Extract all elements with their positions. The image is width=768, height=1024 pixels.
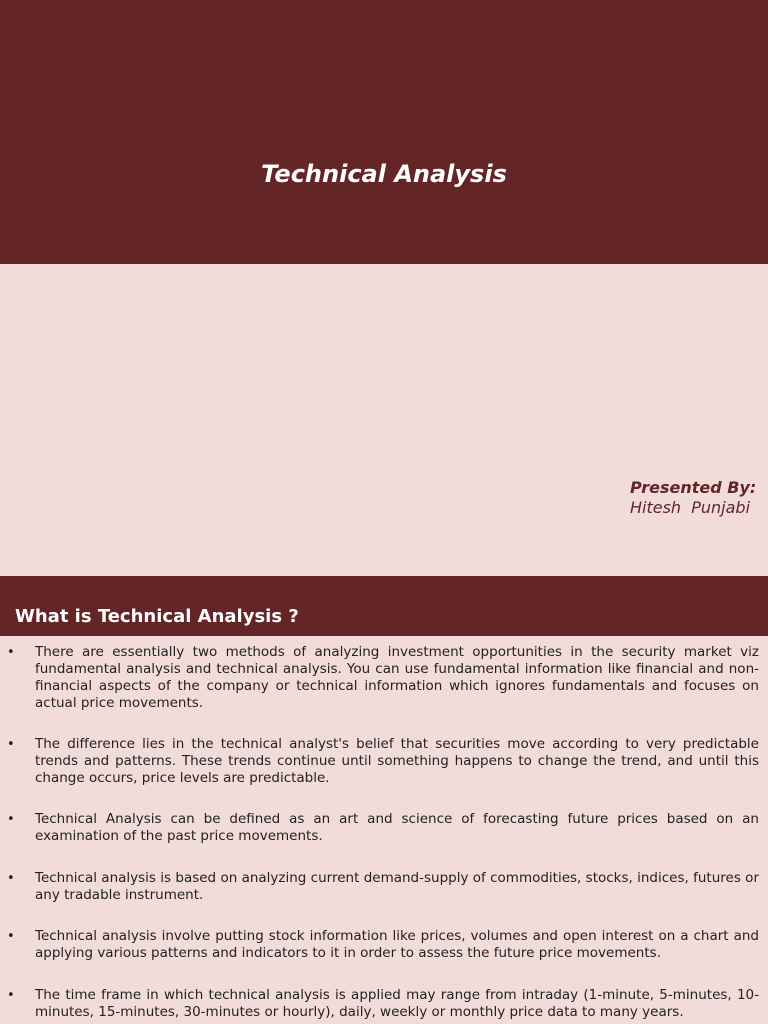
bullet-icon: • <box>7 645 15 660</box>
presenter-heading: Presented By: <box>630 478 757 497</box>
slide-title: Technical Analysis <box>261 160 507 188</box>
presenter-name: Hitesh Punjabi <box>630 498 751 517</box>
content-slide-title: What is Technical Analysis ? <box>15 606 299 627</box>
title-slide-header <box>0 0 768 264</box>
bullet-text: There are essentially two methods of analyzing investment opportunities in the security market viz fundamental analysis and technical analysis. You can use fundamental information like financial and non-financial aspects of the company or technical information which ignores fundamentals and focuses on actual price movements. <box>35 644 759 711</box>
bullet-icon: • <box>7 812 15 827</box>
bullet-icon: • <box>7 737 15 752</box>
bullet-icon: • <box>7 988 15 1003</box>
bullet-text: Technical analysis is based on analyzing current demand-supply of commodities, stocks, indices, futures or any tradable instrument. <box>35 870 759 903</box>
bullet-text: Technical analysis involve putting stock information like prices, volumes and open interest on a chart and applying various patterns and indicators to it in order to assess the future price movements. <box>35 928 759 961</box>
bullet-text: Technical Analysis can be defined as an art and science of forecasting future prices based on an examination of the past price movements. <box>35 811 759 844</box>
bullet-text: The time frame in which technical analysis is applied may range from intraday (1-minute, 5-minutes, 10-minutes, 15-minutes, 30-minutes or hourly), daily, weekly or monthly price data to many years. <box>35 987 759 1020</box>
bullet-icon: • <box>7 929 15 944</box>
bullet-text: The difference lies in the technical analyst's belief that securities move according to very predictable trends and patterns. These trends continue until something happens to change the trend, and until this change occurs, price levels are predictable. <box>35 736 759 786</box>
bullet-icon: • <box>7 871 15 886</box>
title-slide-body <box>0 264 768 576</box>
